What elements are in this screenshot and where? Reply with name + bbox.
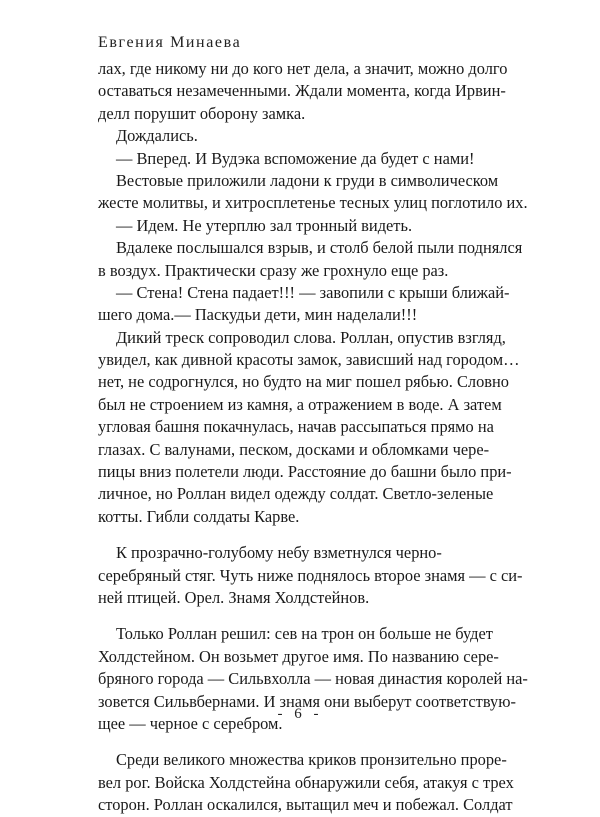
text-line: оставаться незамеченными. Ждали момента, когда Ирвин- bbox=[98, 81, 506, 101]
text-line: Холдстейном. Он возьмет другое имя. По названию сере- bbox=[98, 646, 499, 666]
text-line: щее — черное с серебром. bbox=[98, 713, 283, 733]
paragraph-gap bbox=[98, 609, 510, 623]
text-line: — Стена! Стена падает!!! — завопили с крыши ближай- bbox=[116, 282, 510, 302]
text-line: сторон. Роллан оскалился, вытащил меч и побежал. Солдат bbox=[98, 795, 513, 815]
text-line: Дикий треск сопроводил слова. Роллан, опустив взгляд, bbox=[116, 327, 506, 347]
text-line: лах, где никому ни до кого нет дела, а значит, можно долго bbox=[98, 59, 508, 78]
text-line: угловая башня покачнулась, начав рассыпаться прямо на bbox=[98, 417, 494, 437]
text-line: Вдалеке послышался взрыв, и столб белой пыли поднялся bbox=[116, 238, 523, 258]
paragraph bbox=[98, 125, 510, 147]
paragraph bbox=[98, 542, 523, 609]
paragraph bbox=[98, 170, 528, 215]
text-line: нет, не содрогнулся, но будто на миг пошел рябью. Словно bbox=[98, 372, 509, 392]
text-line: Вестовые приложили ладони к груди в символическом bbox=[116, 170, 499, 190]
paragraph bbox=[98, 215, 510, 237]
text-line: в воздух. Практически сразу же грохнуло еще раз. bbox=[98, 260, 449, 280]
text-line: делл порушит оборону замка. bbox=[98, 103, 306, 123]
paragraph bbox=[98, 282, 510, 327]
text-line: бряного города — Сильвхолла — новая династия королей на- bbox=[98, 669, 528, 689]
paragraph bbox=[98, 327, 520, 529]
text-line: вел рог. Войска Холдстейна обнаружили себя, атакуя с трех bbox=[98, 772, 514, 792]
text-line: Среди великого множества криков пронзительно проре- bbox=[116, 750, 507, 770]
text-line: шего дома.— Паскудьи дети, мин наделали!!! bbox=[98, 305, 418, 325]
paragraph bbox=[98, 148, 510, 170]
paragraph bbox=[98, 237, 523, 282]
paragraph bbox=[98, 58, 510, 125]
text-line: зовется Сильвбернами. И знамя они выберут соответствую- bbox=[98, 691, 516, 711]
text-line: котты. Гибли солдаты Карве. bbox=[98, 506, 300, 526]
running-header-author: Евгения Минаева bbox=[98, 34, 242, 51]
paragraph-gap bbox=[98, 735, 510, 749]
text-line: был не строением из камня, а отражением в воде. А затем bbox=[98, 394, 502, 414]
body-text bbox=[98, 58, 528, 817]
text-line: серебряный стяг. Чуть ниже поднялось второе знамя — с си- bbox=[98, 565, 523, 585]
text-line: личное, но Роллан видел одежду солдат. Светло-зеленые bbox=[98, 484, 494, 504]
text-line: — Вперед. И Вудэка вспоможение да будет с нами! bbox=[116, 148, 475, 168]
text-line: Дождались. bbox=[116, 126, 198, 146]
text-line: — Идем. Не утерплю зал тронный видеть. bbox=[116, 215, 413, 235]
paragraph bbox=[98, 749, 514, 816]
text-line: жесте молитвы, и хитросплетенье тесных улиц поглотило их. bbox=[98, 193, 528, 213]
text-line: пицы вниз полетели люди. Расстояние до башни было при- bbox=[98, 462, 512, 482]
page-number: - 6 - bbox=[277, 706, 323, 722]
text-line: ней птицей. Орел. Знамя Холдстейнов. bbox=[98, 587, 370, 607]
text-line: К прозрачно-голубому небу взметнулся черно- bbox=[116, 543, 442, 563]
paragraph-gap bbox=[98, 528, 510, 542]
text-line: глазах. С валунами, песком, досками и обломками чере- bbox=[98, 439, 490, 459]
text-line: увидел, как дивной красоты замок, зависший над городом… bbox=[98, 350, 520, 370]
text-line: Только Роллан решил: сев на трон он больше не будет bbox=[116, 624, 493, 644]
